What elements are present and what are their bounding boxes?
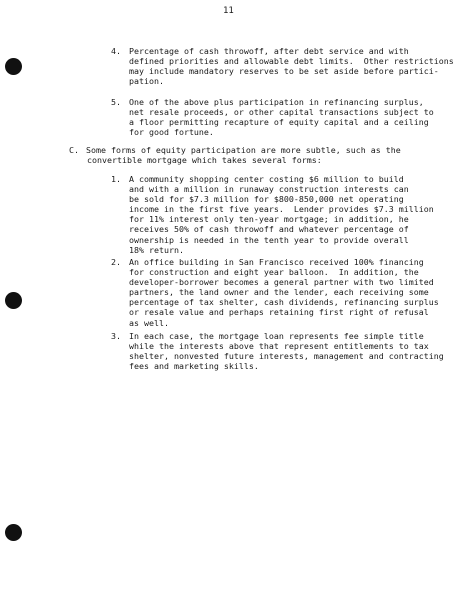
text-line: and with a million in runaway construction interests can bbox=[129, 184, 409, 195]
text-line: developer-borrower becomes a general partner with two limited bbox=[129, 277, 434, 288]
list-item-text bbox=[129, 97, 434, 137]
text-line: In each case, the mortgage loan represents fee simple title bbox=[129, 331, 424, 341]
text-line: a floor permitting recapture of equity capital and a ceiling bbox=[129, 117, 429, 128]
punch-hole-bottom bbox=[5, 524, 22, 541]
text-line: as well. bbox=[129, 317, 169, 328]
text-line: 18% return. bbox=[129, 244, 184, 255]
text-line: percentage of tax shelter, cash dividends, refinancing surplus bbox=[129, 297, 439, 308]
list-marker: 2. bbox=[111, 257, 121, 267]
text-line: defined priorities and allowable debt limits. Other restrictions bbox=[129, 56, 454, 67]
text-line: convertible mortgage which takes several forms: bbox=[87, 155, 322, 166]
list-item-text bbox=[129, 174, 434, 255]
list-marker: 5. bbox=[111, 97, 121, 107]
page-number: 11 bbox=[223, 6, 234, 16]
text-line: for construction and eight year balloon. In addition, the bbox=[129, 267, 419, 278]
text-line: be sold for $7.3 million for $800-850,000 net operating bbox=[129, 194, 404, 205]
text-line: may include mandatory reserves to be set aside before partici- bbox=[129, 66, 439, 77]
section-c bbox=[69, 145, 401, 165]
text-line: Percentage of cash throwoff, after debt service and with bbox=[129, 46, 409, 56]
text-line: for good fortune. bbox=[129, 127, 214, 138]
punch-hole-top bbox=[5, 58, 22, 75]
list-item-text bbox=[129, 257, 439, 328]
punch-hole-middle bbox=[5, 292, 22, 309]
text-line: Some forms of equity participation are more subtle, such as the bbox=[86, 145, 401, 155]
sub-item-3 bbox=[111, 331, 444, 371]
section-text bbox=[86, 145, 401, 165]
text-line: or resale value and perhaps retaining first right of refusal bbox=[129, 307, 429, 318]
text-line: pation. bbox=[129, 76, 164, 87]
text-line: ownership is needed in the tenth year to provide overall bbox=[129, 234, 409, 245]
text-line: receives 50% of cash throwoff and whatever percentage of bbox=[129, 224, 409, 235]
text-line: partners, the land owner and the lender, each receiving some bbox=[129, 287, 429, 298]
text-line: An office building in San Francisco received 100% financing bbox=[129, 257, 424, 267]
list-marker: 4. bbox=[111, 46, 121, 56]
list-marker: 1. bbox=[111, 174, 121, 184]
text-line: One of the above plus participation in refinancing surplus, bbox=[129, 97, 424, 107]
list-marker: 3. bbox=[111, 331, 121, 341]
text-line: income in the first five years. Lender provides $7.3 million bbox=[129, 204, 434, 215]
text-line: fees and marketing skills. bbox=[129, 361, 259, 372]
list-item-text bbox=[129, 46, 454, 86]
sub-item-1 bbox=[111, 174, 434, 255]
text-line: net resale proceeds, or other capital transactions subject to bbox=[129, 107, 434, 118]
list-item-4 bbox=[111, 46, 454, 86]
text-line: while the interests above that represent entitlements to tax bbox=[129, 341, 429, 352]
text-line: for 11% interest only ten-year mortgage; in addition, he bbox=[129, 214, 409, 225]
list-item-5 bbox=[111, 97, 434, 137]
text-line: shelter, nonvested future interests, management and contracting bbox=[129, 351, 444, 362]
section-marker: C. bbox=[69, 145, 79, 155]
text-line: A community shopping center costing $6 million to build bbox=[129, 174, 404, 184]
list-item-text bbox=[129, 331, 444, 371]
sub-item-2 bbox=[111, 257, 439, 328]
